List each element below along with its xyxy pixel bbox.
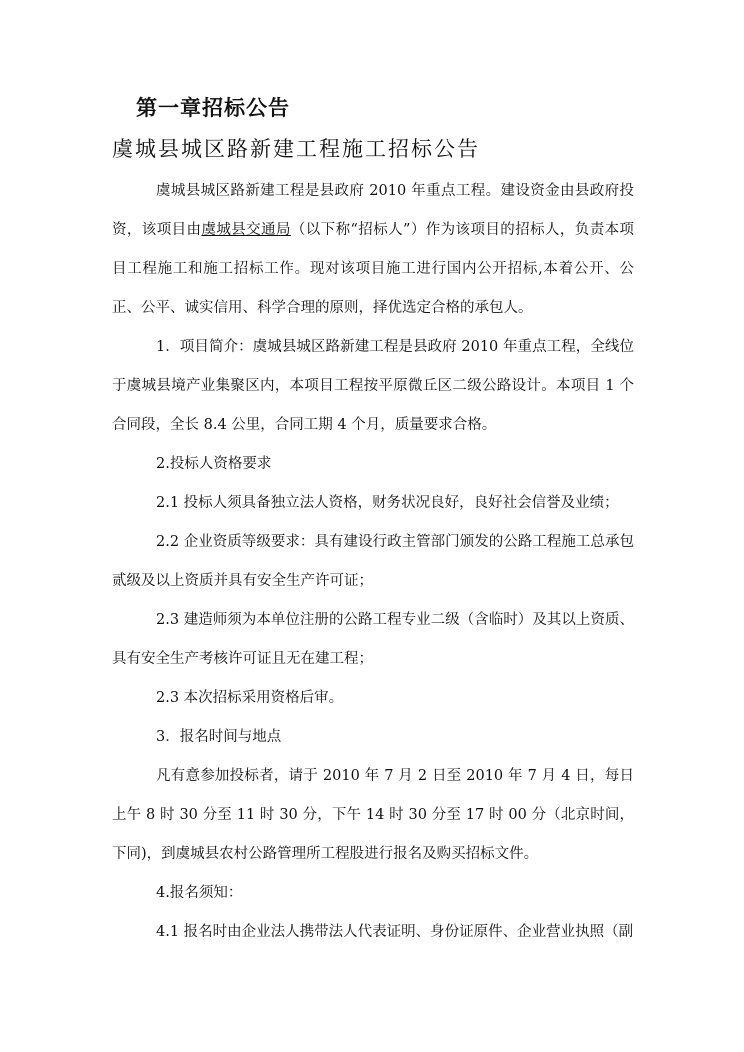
section-4-heading: 4.报名须知：	[156, 885, 243, 901]
section-2-3-b: 2.3 本次招标采用资格后审。	[156, 690, 344, 706]
intro-text-start: 虞城县城区路新建工程是县政府 2010 年重点工程。建设资金由县政府投资，该项目由	[112, 183, 634, 238]
section-4-1: 4.1 报名时由企业法人携带法人代表证明、身份证原件、企业营业执照（副	[156, 924, 634, 940]
tender-agency-name: 虞城县交通局	[201, 222, 291, 238]
document-title: 虞城县城区路新建工程施工招标公告	[112, 137, 480, 161]
section-3-body: 凡有意参加投标者，请于 2010 年 7 月 2 日至 2010 年 7 月 4 日，每日上午 8 时 30 分至 11 时 30 分，下午 14 时 30 分至 17 时 00 分（北京时间，下同)，到虞城县农村公路管理所工程股进行报名及购买招标文件。	[112, 768, 634, 862]
intro-text-end: （以下称“招标人”）作为该项目的招标人，负责本项目工程施工和施工招标工作。现对该项目施工进行国内公开招标,本着公开、公正、公平、诚实信用、科学合理的原则，择优选定合格的承包人。	[112, 222, 635, 316]
section-3-heading: 3．报名时间与地点	[156, 729, 282, 745]
section-2-2: 2.2 企业资质等级要求：具有建设行政主管部门颁发的公路工程施工总承包贰级及以上资质并具有安全生产许可证；	[112, 534, 634, 589]
section-1-project-overview: 1．项目简介：虞城县城区路新建工程是县政府 2010 年重点工程，全线位于虞城县境产业集聚区内，本项目工程按平原微丘区二级公路设计。本项目 1 个合同段，全长 8.4 公里，合同工期 4 个月，质量要求合格。	[112, 339, 634, 433]
section-2-heading: 2.投标人资格要求	[156, 456, 272, 472]
section-2-3-a: 2.3 建造师须为本单位注册的公路工程专业二级（含临时）及其以上资质、具有安全生产考核许可证且无在建工程；	[112, 612, 634, 667]
chapter-title: 第一章招标公告	[136, 96, 290, 120]
intro-paragraph	[112, 172, 634, 328]
section-2-1: 2.1 投标人须具备独立法人资格，财务状况良好，良好社会信誉及业绩；	[156, 495, 619, 511]
